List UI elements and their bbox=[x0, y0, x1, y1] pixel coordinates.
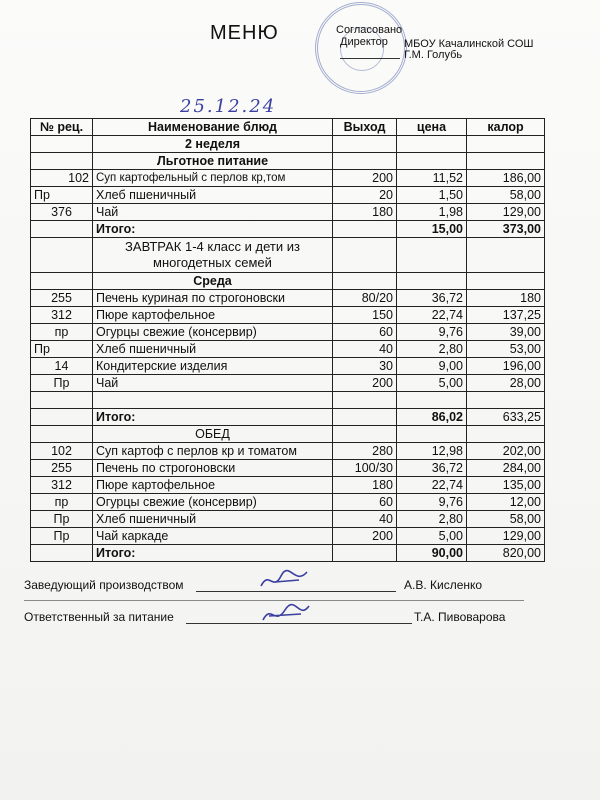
total-label: Итого: bbox=[93, 545, 333, 562]
row-output: 80/20 bbox=[333, 290, 397, 307]
table-row bbox=[31, 477, 545, 494]
total-price: 86,02 bbox=[397, 409, 467, 426]
row-code: 102 bbox=[31, 170, 93, 187]
row-name: Чай каркаде bbox=[93, 528, 333, 545]
table-row bbox=[31, 341, 545, 358]
row-price: 1,98 bbox=[397, 204, 467, 221]
row-code: Пр bbox=[31, 341, 93, 358]
empty-row bbox=[31, 392, 545, 409]
row-price: 36,72 bbox=[397, 290, 467, 307]
col-header-price: цена bbox=[397, 119, 467, 136]
table-row bbox=[31, 460, 545, 477]
row-code: 376 bbox=[31, 204, 93, 221]
col-header-code: № рец. bbox=[31, 119, 93, 136]
section1-title: Льготное питание bbox=[93, 153, 333, 170]
table-row bbox=[31, 187, 545, 204]
row-name: Пюре картофельное bbox=[93, 307, 333, 324]
table-row bbox=[31, 528, 545, 545]
signature-1 bbox=[255, 566, 315, 594]
row-output: 60 bbox=[333, 324, 397, 341]
table-row bbox=[31, 170, 545, 187]
col-header-output: Выход bbox=[333, 119, 397, 136]
row-name: Хлеб пшеничный bbox=[93, 187, 333, 204]
approval-org: МБОУ Качалинской СОШ bbox=[404, 38, 534, 50]
row-kcal: 58,00 bbox=[467, 187, 545, 204]
row-kcal: 284,00 bbox=[467, 460, 545, 477]
approval-line2: Директор bbox=[340, 36, 388, 48]
row-price: 9,76 bbox=[397, 324, 467, 341]
row-output: 200 bbox=[333, 375, 397, 392]
row-price: 11,52 bbox=[397, 170, 467, 187]
row-output: 280 bbox=[333, 443, 397, 460]
row-output: 180 bbox=[333, 204, 397, 221]
total-kcal: 633,25 bbox=[467, 409, 545, 426]
row-output: 100/30 bbox=[333, 460, 397, 477]
day-row bbox=[31, 273, 545, 290]
row-code: Пр bbox=[31, 375, 93, 392]
week-label: 2 неделя bbox=[93, 136, 333, 153]
row-price: 22,74 bbox=[397, 307, 467, 324]
row-code: пр bbox=[31, 494, 93, 511]
row-name: Чай bbox=[93, 204, 333, 221]
row-price: 36,72 bbox=[397, 460, 467, 477]
breakfast-title: ЗАВТРАК 1-4 класс и дети из многодетных семей bbox=[93, 238, 333, 273]
row-price: 5,00 bbox=[397, 528, 467, 545]
row-kcal: 137,25 bbox=[467, 307, 545, 324]
row-name: Пюре картофельное bbox=[93, 477, 333, 494]
row-code: 312 bbox=[31, 477, 93, 494]
table-header-row bbox=[31, 119, 545, 136]
row-kcal: 202,00 bbox=[467, 443, 545, 460]
row-kcal: 53,00 bbox=[467, 341, 545, 358]
table-row bbox=[31, 290, 545, 307]
row-name: Чай bbox=[93, 375, 333, 392]
footer-role2: Ответственный за питание bbox=[24, 610, 174, 624]
breakfast-title-row bbox=[31, 238, 545, 273]
row-kcal: 12,00 bbox=[467, 494, 545, 511]
row-code: Пр bbox=[31, 511, 93, 528]
week-row bbox=[31, 136, 545, 153]
row-name: Хлеб пшеничный bbox=[93, 511, 333, 528]
row-code: пр bbox=[31, 324, 93, 341]
row-kcal: 28,00 bbox=[467, 375, 545, 392]
col-header-name: Наименование блюд bbox=[93, 119, 333, 136]
total-kcal: 820,00 bbox=[467, 545, 545, 562]
official-seal bbox=[315, 2, 407, 94]
table-row bbox=[31, 494, 545, 511]
row-output: 150 bbox=[333, 307, 397, 324]
handwritten-date: 25.12.24 bbox=[180, 96, 277, 117]
row-output: 40 bbox=[333, 511, 397, 528]
total-row bbox=[31, 409, 545, 426]
total-row bbox=[31, 545, 545, 562]
row-code: 14 bbox=[31, 358, 93, 375]
table-row bbox=[31, 511, 545, 528]
director-signature-line bbox=[340, 58, 400, 59]
row-name: Огурцы свежие (консервир) bbox=[93, 494, 333, 511]
total-label: Итого: bbox=[93, 409, 333, 426]
row-output: 60 bbox=[333, 494, 397, 511]
row-output: 200 bbox=[333, 528, 397, 545]
row-name: Кондитерские изделия bbox=[93, 358, 333, 375]
total-price: 15,00 bbox=[397, 221, 467, 238]
row-kcal: 180 bbox=[467, 290, 545, 307]
row-price: 9,00 bbox=[397, 358, 467, 375]
row-code: 312 bbox=[31, 307, 93, 324]
row-kcal: 186,00 bbox=[467, 170, 545, 187]
row-name: Суп картоф с перлов кр и томатом bbox=[93, 443, 333, 460]
row-price: 9,76 bbox=[397, 494, 467, 511]
row-price: 1,50 bbox=[397, 187, 467, 204]
row-price: 2,80 bbox=[397, 341, 467, 358]
footer-name2: Т.А. Пивоварова bbox=[414, 610, 506, 624]
row-output: 20 bbox=[333, 187, 397, 204]
row-price: 5,00 bbox=[397, 375, 467, 392]
row-price: 12,98 bbox=[397, 443, 467, 460]
row-output: 30 bbox=[333, 358, 397, 375]
row-name: Огурцы свежие (консервир) bbox=[93, 324, 333, 341]
row-price: 22,74 bbox=[397, 477, 467, 494]
section-row bbox=[31, 153, 545, 170]
total-price: 90,00 bbox=[397, 545, 467, 562]
approval-name: Г.М. Голубь bbox=[404, 49, 463, 61]
total-label: Итого: bbox=[93, 221, 333, 238]
row-output: 180 bbox=[333, 477, 397, 494]
row-output: 200 bbox=[333, 170, 397, 187]
row-code: 102 bbox=[31, 443, 93, 460]
day-label: Среда bbox=[93, 273, 333, 290]
row-kcal: 39,00 bbox=[467, 324, 545, 341]
table-row bbox=[31, 443, 545, 460]
row-kcal: 129,00 bbox=[467, 528, 545, 545]
row-price: 2,80 bbox=[397, 511, 467, 528]
row-kcal: 196,00 bbox=[467, 358, 545, 375]
row-code: 255 bbox=[31, 290, 93, 307]
row-code: Пр bbox=[31, 187, 93, 204]
signature-2 bbox=[255, 598, 315, 628]
total-kcal: 373,00 bbox=[467, 221, 545, 238]
table-row bbox=[31, 204, 545, 221]
footer-name1: А.В. Кисленко bbox=[404, 578, 483, 592]
row-name: Суп картофельный с перлов кр,том bbox=[93, 170, 333, 187]
row-code: 255 bbox=[31, 460, 93, 477]
table-row bbox=[31, 324, 545, 341]
table-row bbox=[31, 307, 545, 324]
row-kcal: 135,00 bbox=[467, 477, 545, 494]
menu-table bbox=[30, 118, 545, 562]
row-name: Хлеб пшеничный bbox=[93, 341, 333, 358]
row-output: 40 bbox=[333, 341, 397, 358]
row-code: Пр bbox=[31, 528, 93, 545]
row-name: Печень куриная по строгоновски bbox=[93, 290, 333, 307]
table-row bbox=[31, 358, 545, 375]
lunch-title-row bbox=[31, 426, 545, 443]
approval-line1: Согласовано bbox=[336, 24, 403, 36]
lunch-title: ОБЕД bbox=[93, 426, 333, 443]
row-kcal: 129,00 bbox=[467, 204, 545, 221]
row-name: Печень по строгоновски bbox=[93, 460, 333, 477]
footer-role1: Заведующий производством bbox=[24, 578, 184, 592]
row-kcal: 58,00 bbox=[467, 511, 545, 528]
total-row bbox=[31, 221, 545, 238]
page-title: МЕНЮ bbox=[210, 22, 279, 44]
table-row bbox=[31, 375, 545, 392]
col-header-kcal: калор bbox=[467, 119, 545, 136]
